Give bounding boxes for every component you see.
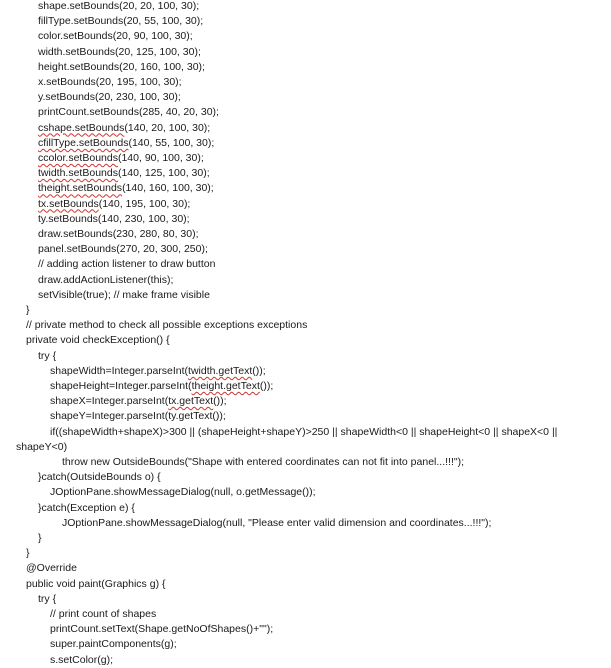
spellcheck-underlined-text: tx.getText — [168, 395, 214, 408]
code-line — [38, 151, 204, 166]
code-text: (140, 195, 100, 30); — [98, 197, 191, 210]
code-line: shape.setBounds(20, 20, 100, 30); — [38, 0, 200, 12]
code-line: } — [38, 532, 42, 544]
code-line — [38, 121, 210, 136]
code-line: try { — [38, 349, 57, 362]
code-text: shapeWidth=Integer.parseInt( — [50, 364, 189, 377]
code-line: // adding action listener to draw button — [38, 258, 216, 271]
code-line: height.setBounds(20, 160, 100, 30); — [38, 60, 205, 73]
code-line — [38, 136, 214, 151]
spellcheck-underlined-text: twidth.getText — [188, 364, 253, 377]
code-text: (140, 160, 100, 30); — [122, 182, 214, 195]
code-line — [50, 364, 266, 379]
code-line: @Override — [26, 562, 77, 575]
code-line: try { — [38, 592, 57, 605]
code-line — [50, 394, 227, 409]
code-line: color.setBounds(20, 90, 100, 30); — [38, 30, 193, 43]
code-line: JOptionPane.showMessageDialog(null, "Please enter valid dimension and coordinates...!!!"); — [62, 516, 492, 529]
code-line: x.setBounds(20, 195, 100, 30); — [38, 76, 182, 88]
code-text: shapeHeight=Integer.parseInt( — [50, 380, 192, 392]
code-line — [38, 197, 190, 212]
code-line: printCount.setText(Shape.getNoOfShapes()+""); — [50, 623, 274, 636]
code-line: if((shapeWidth+shapeX)>300 || (shapeHeight+shapeY)>250 || shapeWidth<0 || shapeHeight<0 || shapeX<0 || — [50, 425, 558, 438]
code-line: } — [26, 304, 30, 316]
code-text: ()); — [252, 364, 266, 377]
spellcheck-underlined-text: ccolor.setBounds — [38, 152, 118, 164]
code-text: (140, 90, 100, 30); — [117, 152, 204, 164]
code-line: private void checkException() { — [26, 334, 170, 347]
code-line: draw.addActionListener(this); — [38, 273, 174, 286]
code-line: shapeY=Integer.parseInt(ty.getText()); — [50, 410, 226, 423]
code-line: s.setColor(g); — [50, 653, 114, 666]
code-line: super.paintComponents(g); — [50, 638, 177, 651]
code-line: printCount.setBounds(285, 40, 20, 30); — [38, 106, 219, 119]
code-line — [50, 379, 273, 394]
code-text: (140, 55, 100, 30); — [128, 136, 215, 149]
spellcheck-underlined-text: theight.getText — [191, 380, 260, 392]
code-line: ty.setBounds(140, 230, 100, 30); — [38, 212, 190, 225]
code-line: width.setBounds(20, 125, 100, 30); — [38, 45, 201, 58]
code-line: // private method to check all possible exceptions exceptions — [26, 319, 308, 332]
code-line: throw new OutsideBounds("Shape with entered coordinates can not fit into panel...!!!"); — [62, 456, 465, 468]
code-text: (140, 125, 100, 30); — [117, 167, 210, 180]
code-line: public void paint(Graphics g) { — [26, 577, 166, 590]
code-line — [38, 166, 210, 181]
code-line: setVisible(true); // make frame visible — [38, 288, 210, 301]
code-text: ()); — [259, 380, 274, 392]
code-line: }catch(OutsideBounds o) { — [38, 471, 161, 484]
code-text: (140, 20, 100, 30); — [124, 121, 211, 134]
code-line: }catch(Exception e) { — [38, 501, 135, 514]
code-line: // print count of shapes — [50, 608, 157, 620]
code-line: draw.setBounds(230, 280, 80, 30); — [38, 228, 199, 240]
code-line: shapeY<0) — [16, 440, 68, 453]
spellcheck-underlined-text: cshape.setBounds — [38, 121, 125, 134]
code-line: panel.setBounds(270, 20, 300, 250); — [38, 243, 208, 256]
code-line: } — [26, 547, 30, 560]
code-line: JOptionPane.showMessageDialog(null, o.getMessage()); — [50, 486, 316, 499]
spellcheck-underlined-text: tx.setBounds — [38, 197, 99, 210]
code-line — [38, 181, 214, 196]
code-line: y.setBounds(20, 230, 100, 30); — [38, 91, 181, 104]
code-line: fillType.setBounds(20, 55, 100, 30); — [38, 15, 204, 28]
spellcheck-underlined-text: cfillType.setBounds — [38, 136, 129, 149]
spellcheck-underlined-text: twidth.setBounds — [38, 167, 118, 180]
code-text: ()); — [213, 395, 227, 408]
spellcheck-underlined-text: theight.setBounds — [38, 182, 123, 195]
code-text: shapeX=Integer.parseInt( — [50, 395, 169, 408]
